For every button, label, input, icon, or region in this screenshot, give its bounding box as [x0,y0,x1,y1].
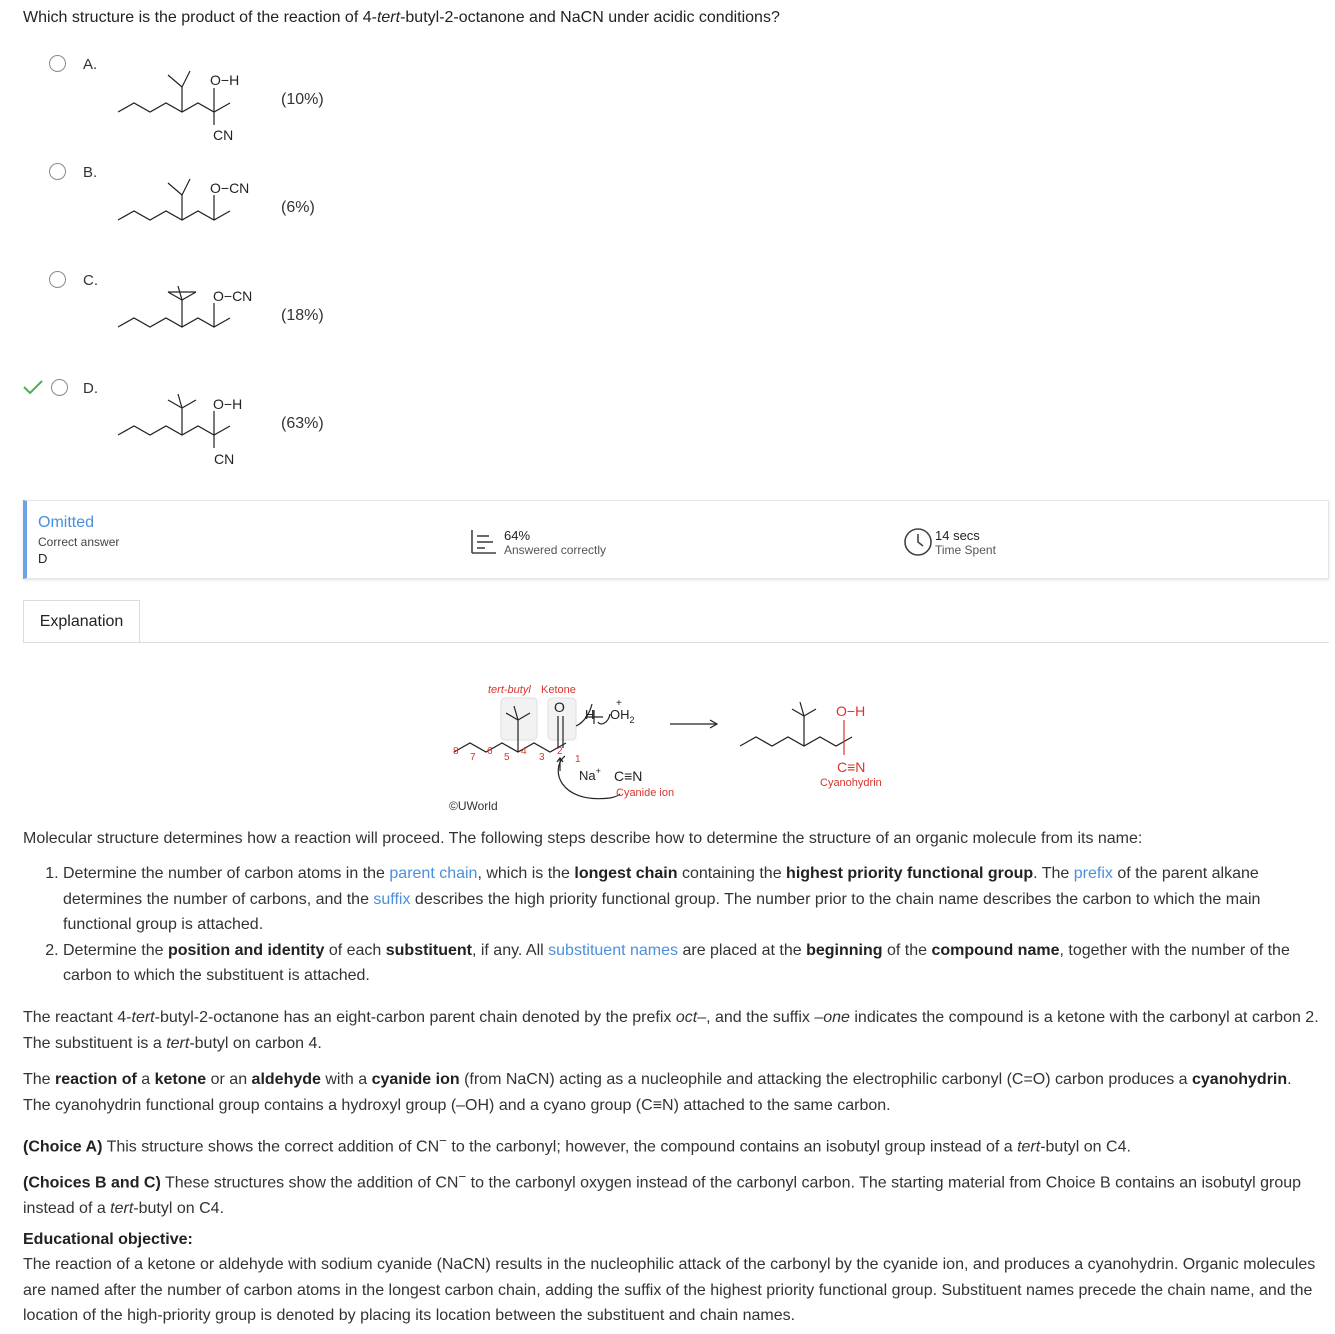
clock-icon [903,527,933,557]
percent-correct-value: 64% [504,528,531,543]
choice-a-structure[interactable] [110,55,270,150]
tab-divider [23,642,1329,643]
explanation-intro: Molecular structure determines how a reaction will proceed. The following steps describe how to determine the structure of an organic molecule from its name: [23,830,1143,847]
oh2-label: $OH_2$ [610,707,635,725]
correct-answer-value: D [38,551,48,566]
choice-c-structure[interactable] [110,270,270,345]
choice-a-percent: (10%) [281,91,324,108]
carbon-number-7: 7 [470,752,476,763]
choice-b-top-label: O−CN [210,180,250,196]
reaction-mechanism-figure [440,676,910,801]
hydronium-charge: + [616,698,622,709]
parent-chain-link[interactable]: parent chain [389,865,478,882]
cyanohydrin-label: Cyanohydrin [820,777,882,789]
choice-c-radio[interactable] [49,271,66,288]
paragraph-choice-a: (Choice A) This structure shows the correct addition of CN− to the carbonyl; however, the compound contains an isobutyl group instead of a tert-butyl on C4. [23,1133,1131,1156]
paragraph-reaction: The reaction of a ketone or an aldehyde with a cyanide ion (from NaCN) acting as a nucleophile and attacking the electrophilic carbonyl (C=O) carbon produces a cyanohydrin. The cyanohydrin functional group contains a hydroxyl group (–OH) and a cyano group (C≡N) attached to the same carbon. [23,1071,1292,1114]
time-spent-value: 14 secs [935,528,980,543]
cyanide-formula: C≡N [614,768,643,784]
choice-b-structure[interactable] [110,162,270,237]
product-cn-label: C≡N [837,759,866,775]
acid-h-label: H [585,707,595,722]
tab-explanation[interactable]: Explanation [23,600,140,643]
ketone-oxygen: O [554,699,565,715]
choice-c-letter: C. [83,272,98,289]
question-text: Which structure is the product of the reaction of 4-tert-butyl-2-octanone and NaCN under acidic conditions? [23,9,780,26]
carbon-number-1: 1 [575,754,581,765]
choice-b-letter: B. [83,164,98,181]
correct-check-icon [22,378,44,396]
carbon-number-4: 4 [521,746,527,757]
paragraph-choices-b-c: (Choices B and C) These structures show the addition of CN− to the carbonyl oxygen instead of the carbonyl carbon. The starting material from Choice B contains an isobutyl group instead of a tert-butyl on C4. [23,1169,1302,1217]
correct-answer-label: Correct answer [38,535,120,549]
choice-a-radio[interactable] [49,55,66,72]
steps-list [23,861,1323,989]
choice-a-bottom-label: CN [213,127,234,143]
step-2: 2. Determine the position and identity of each substituent, if any. All substituent names are placed at the beginning of the compound name, together with the number of the carbon to which the substituent is attached. [63,938,1323,989]
ketone-label: Ketone [541,684,576,696]
tert-butyl-label: tert-butyl [488,684,531,696]
cyanide-ion-label: Cyanide ion [616,787,675,799]
carbon-number-5: 5 [504,752,510,763]
percent-correct-label: Answered correctly [504,543,607,557]
choice-d-radio[interactable] [51,379,68,396]
choice-a-top-label: O−H [210,72,240,88]
carbon-number-3: 3 [539,752,545,763]
product-oh-label: O−H [836,703,866,719]
carbon-number-8: 8 [453,746,459,757]
choice-d-bottom-label: CN [214,451,235,467]
educational-objective-title: Educational objective: [23,1231,193,1248]
choice-a-letter: A. [83,56,98,73]
choice-d-letter: D. [83,380,98,397]
educational-objective-text: The reaction of a ketone or aldehyde with sodium cyanide (NaCN) results in the nucleophilic attack of the carbonyl by the cyanide ion, and produces a cyanohydrin. Organic molecules are named after the number of carbon atoms in the longest carbon chain, adding the suffix of the highest priority functional group. Substituent names precede the chain name, and the location of the high-priority group is denoted by placing its location between the substituent and chain names. [23,1256,1316,1324]
bar-chart-icon [469,528,497,556]
carbon-number-2: 2 [557,746,563,757]
choice-d-percent: (63%) [281,415,324,432]
sodium-label: Na+ [579,766,601,783]
prefix-link[interactable]: prefix [1073,865,1113,882]
choice-b-percent: (6%) [281,199,315,216]
carbon-number-6: 6 [487,746,493,757]
choice-d-structure[interactable] [110,378,270,470]
suffix-link[interactable]: suffix [373,890,411,908]
step-1: 1. Determine the number of carbon atoms in the parent chain, which is the longest chain containing the highest priority functional group. The prefix of the parent alkane determines the number of carbons, and the suffix describes the high priority functional group. The number prior to the chain name describes the carbon to which the main functional group is attached. [63,861,1323,938]
choice-b-radio[interactable] [49,163,66,180]
stats-panel [23,500,1329,579]
choice-c-top-label: O−CN [213,288,253,304]
substituent-names-link[interactable]: substituent names [548,941,679,959]
time-spent-label: Time Spent [935,543,996,557]
choice-c-percent: (18%) [281,307,324,324]
choice-d-top-label: O−H [213,396,243,412]
copyright-text: ©UWorld [449,799,498,813]
paragraph-reactant: The reactant 4-tert-butyl-2-octanone has an eight-carbon parent chain denoted by the prefix oct–, and the suffix –one indicates the compound is a ketone with the carbonyl at carbon 2. The substituent is a tert-butyl on carbon 4. [23,1009,1319,1052]
answer-status: Omitted [38,514,95,531]
